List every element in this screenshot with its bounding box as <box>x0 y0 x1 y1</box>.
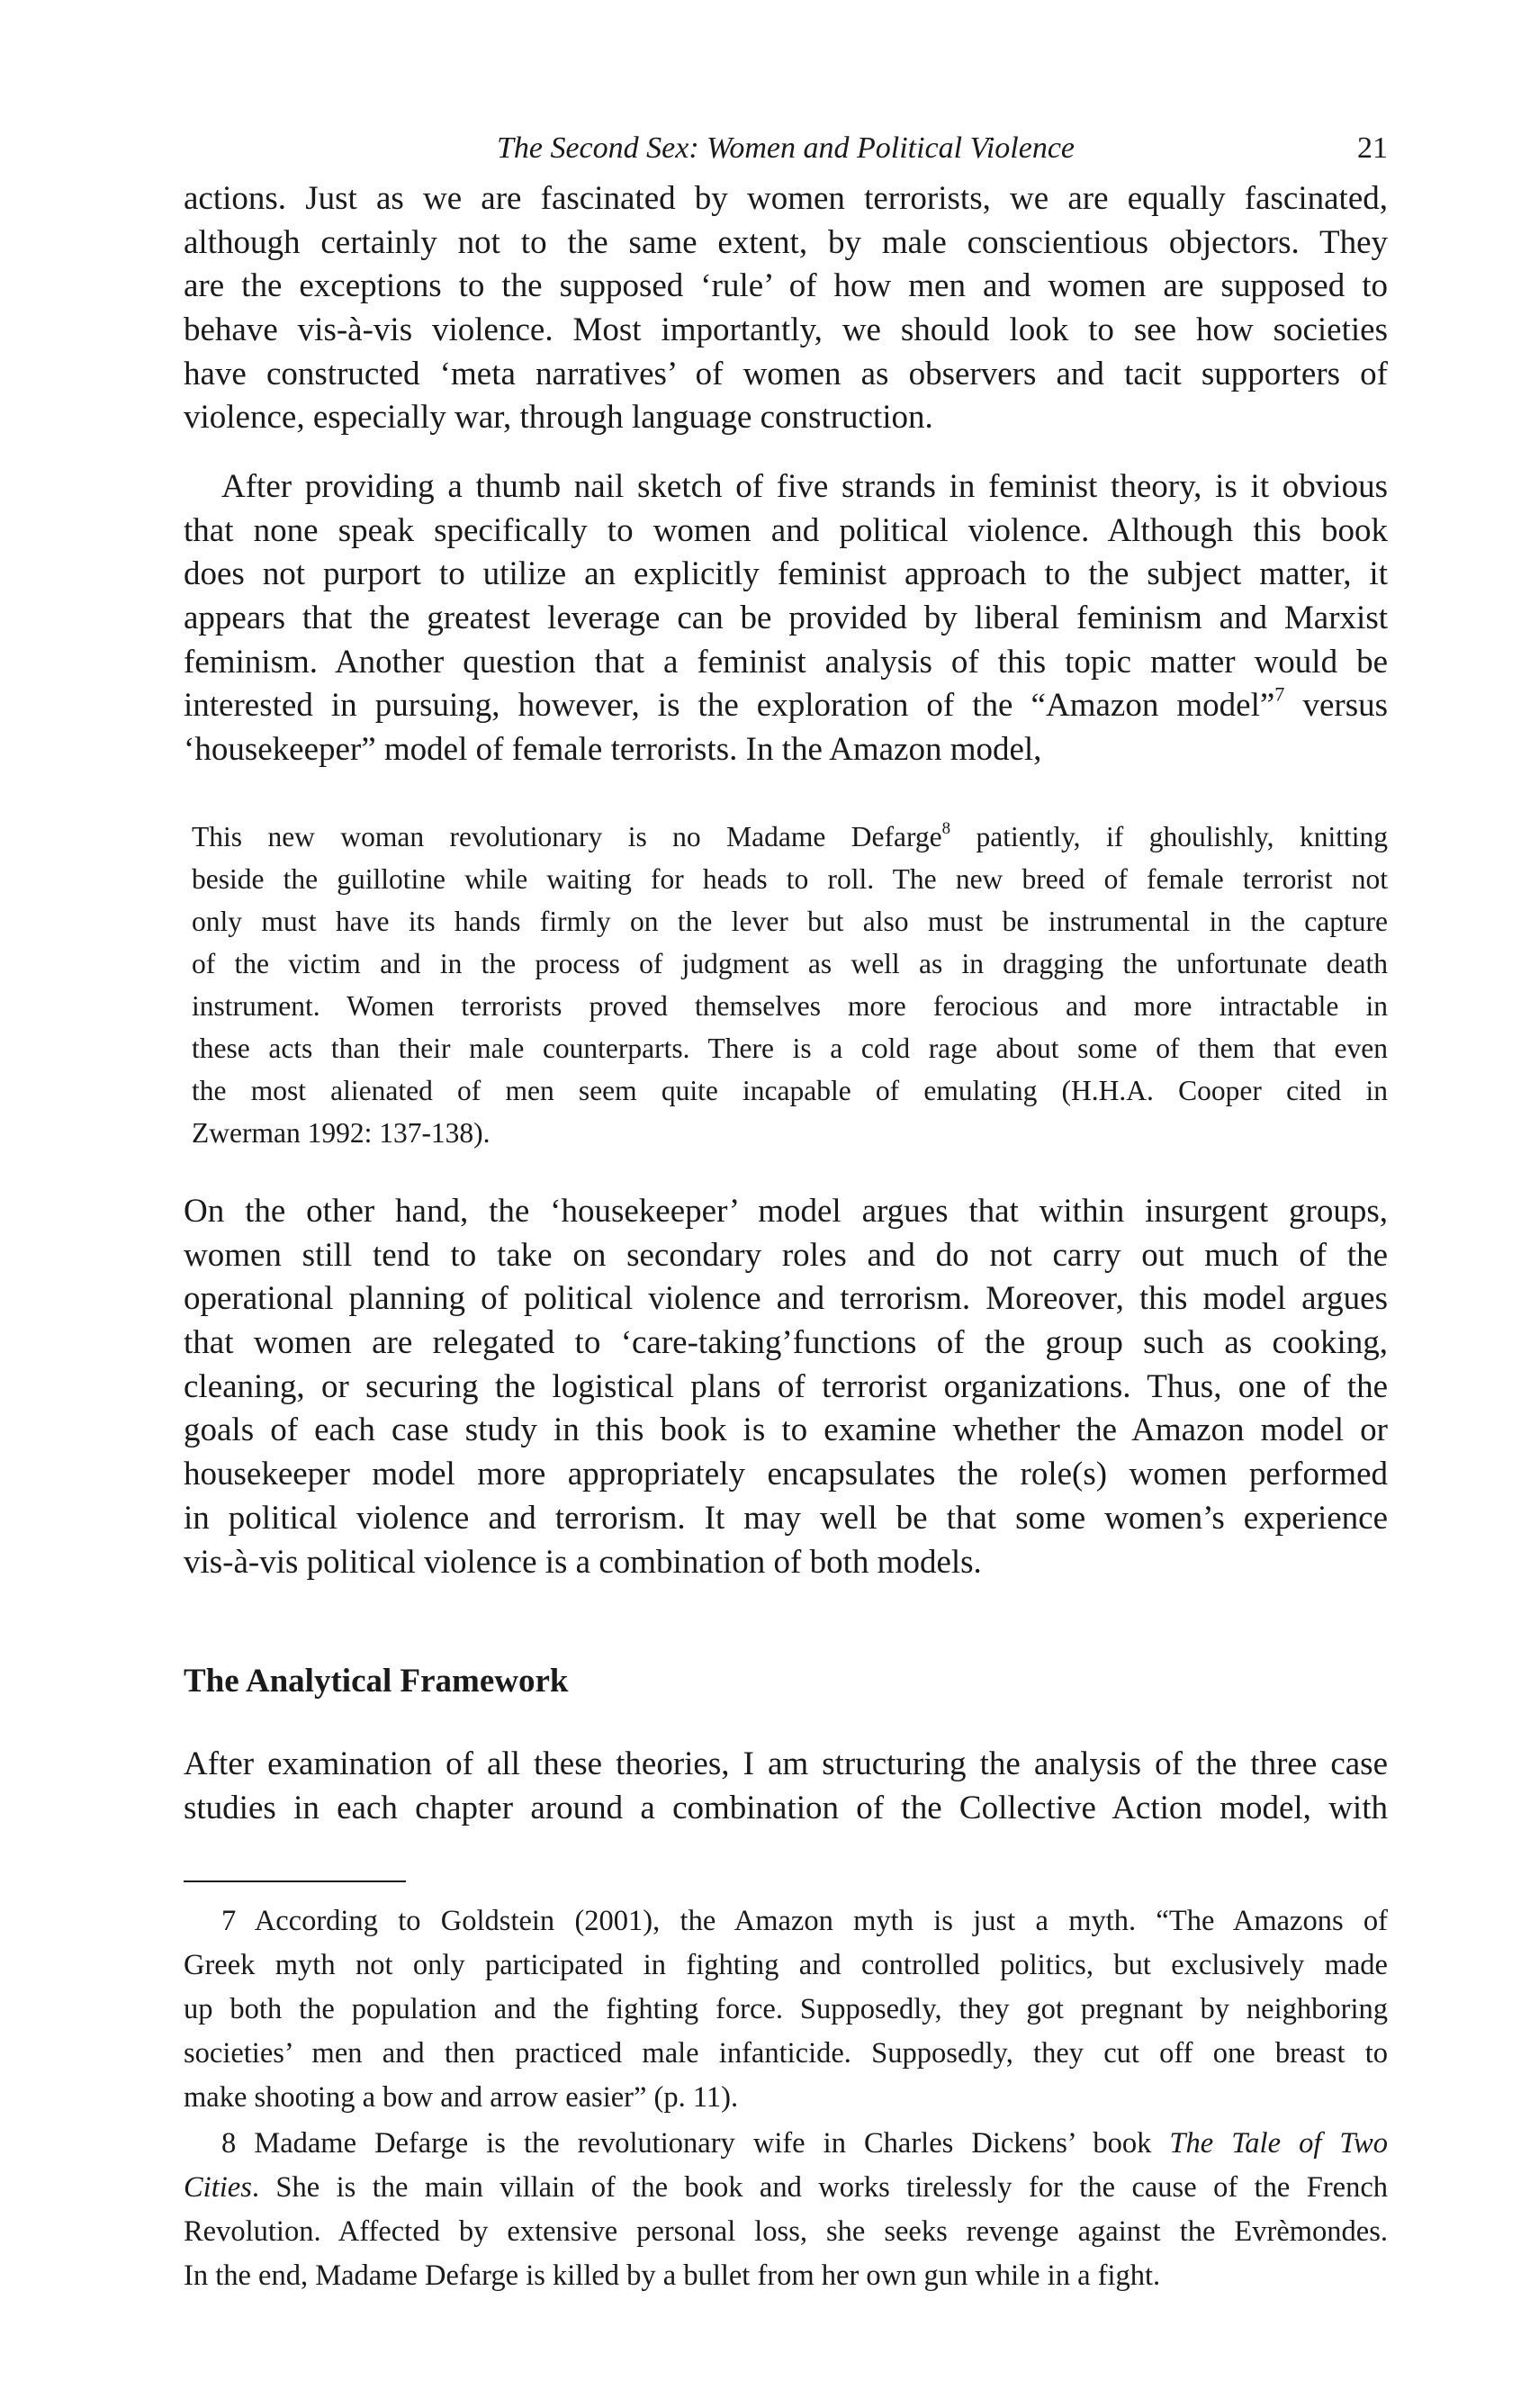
text-line <box>192 816 1388 858</box>
footnote-8 <box>184 2122 1388 2298</box>
text-segment: This new woman revolutionary is no Madame Defarge <box>192 821 942 852</box>
text-segment: . She is the main villain of the book and works tirelessly for the cause of the French <box>251 2171 1388 2204</box>
text-line: behave vis-à-vis violence. Most importantly, we should look to see how societies <box>184 311 1388 349</box>
text-line: these acts than their male counterparts. There is a cold rage about some of them that even <box>192 1033 1388 1064</box>
text-line: in political violence and terrorism. It may well be that some women’s experience <box>184 1499 1388 1537</box>
text-line: beside the guillotine while waiting for heads to roll. The new breed of female terrorist not <box>192 863 1388 895</box>
text-line: violence, especially war, through language construction. <box>184 399 933 437</box>
text-line: of the victim and in the process of judgment as well as in dragging the unfortunate death <box>192 948 1388 979</box>
text-line: are the exceptions to the supposed ‘rule’ of how men and women are supposed to <box>184 267 1388 305</box>
footnote-marker: 7 <box>1274 684 1285 706</box>
text-line: studies in each chapter around a combination of the Collective Action model, with <box>184 1789 1388 1826</box>
text-line: up both the population and the fighting force. Supposedly, they got pregnant by neighboring <box>184 1993 1388 2025</box>
text-line <box>184 2122 1388 2166</box>
text-line: In the end, Madame Defarge is killed by a bullet from her own gun while in a fight. <box>184 2259 1161 2292</box>
paragraph-4 <box>184 1743 1388 1830</box>
text-line: only must have its hands firmly on the lever but also must be instrumental in the capture <box>192 906 1388 937</box>
text-line: vis-à-vis political violence is a combination of both models. <box>184 1543 982 1581</box>
text-line: make shooting a bow and arrow easier” (p. 11). <box>184 2081 739 2114</box>
text-line: that women are relegated to ‘care-taking’functions of the group such as cooking, <box>184 1324 1388 1362</box>
text-line: instrument. Women terrorists proved themselves more ferocious and more intractable in <box>192 990 1388 1022</box>
block-quote <box>192 816 1388 1154</box>
text-line: the most alienated of men seem quite incapable of emulating (H.H.A. Cooper cited in <box>192 1075 1388 1106</box>
text-segment: interested in pursuing, however, is the exploration of the “Amazon model” <box>184 687 1275 725</box>
text-line: On the other hand, the ‘housekeeper’ model argues that within insurgent groups, <box>184 1193 1388 1230</box>
text-line: After examination of all these theories, I am structuring the analysis of the three case <box>184 1745 1388 1782</box>
text-line <box>184 2166 1388 2210</box>
text-line: After providing a thumb nail sketch of five strands in feminist theory, is it obvious <box>221 468 1388 505</box>
text-line: operational planning of political violence and terrorism. Moreover, this model argues <box>184 1280 1388 1318</box>
section-heading: The Analytical Framework <box>184 1663 569 1700</box>
text-line: women still tend to take on secondary roles and do not carry out much of the <box>184 1236 1388 1274</box>
text-line: feminism. Another question that a feminist analysis of this topic matter would be <box>184 643 1388 681</box>
text-line: actions. Just as we are fascinated by women terrorists, we are equally fascinated, <box>184 180 1388 217</box>
text-line: Greek myth not only participated in fighting and controlled politics, but exclusively made <box>184 1949 1388 1981</box>
footnote-separator <box>184 1880 406 1882</box>
footnote-7 <box>184 1899 1388 2120</box>
text-line: ‘housekeeper” model of female terrorists. In the Amazon model, <box>184 731 1042 769</box>
text-line: 7 According to Goldstein (2001), the Amazon myth is just a myth. “The Amazons of <box>221 1905 1388 1937</box>
text-segment: versus <box>1284 687 1388 725</box>
text-line: societies’ men and then practiced male infanticide. Supposedly, they cut off one breast to <box>184 2037 1388 2070</box>
text-line: goals of each case study in this book is to examine whether the Amazon model or <box>184 1411 1388 1449</box>
running-title: The Second Sex: Women and Political Violence <box>496 131 1076 165</box>
text-line: does not purport to utilize an explicitly feminist approach to the subject matter, it <box>184 555 1388 593</box>
text-line: although certainly not to the same extent, by male conscientious objectors. They <box>184 223 1388 261</box>
italic-text: The Tale of Two <box>1169 2127 1388 2160</box>
text-line <box>184 684 1388 728</box>
text-line: Zwerman 1992: 137-138). <box>192 1117 490 1149</box>
text-line: Revolution. Affected by extensive personal loss, she seeks revenge against the Evrèmondes. <box>184 2215 1388 2248</box>
text-segment: patiently, if ghoulishly, knitting <box>950 821 1388 852</box>
text-line: that none speak specifically to women and political violence. Although this book <box>184 511 1388 549</box>
paragraph-1 <box>184 177 1388 440</box>
running-header <box>184 131 1388 173</box>
text-line: housekeeper model more appropriately encapsulates the role(s) women performed <box>184 1456 1388 1493</box>
footnote-marker: 8 <box>941 818 951 838</box>
page-number: 21 <box>1357 131 1388 165</box>
italic-text: Cities <box>184 2171 252 2204</box>
paragraph-3 <box>184 1190 1388 1584</box>
paragraph-2 <box>184 465 1388 772</box>
text-line: have constructed ‘meta narratives’ of women as observers and tacit supporters of <box>184 355 1388 392</box>
text-segment: 8 Madame Defarge is the revolutionary wife in Charles Dickens’ book <box>221 2127 1170 2160</box>
text-line: cleaning, or securing the logistical plans of terrorist organizations. Thus, one of the <box>184 1367 1388 1405</box>
text-line: appears that the greatest leverage can be provided by liberal feminism and Marxist <box>184 600 1388 637</box>
